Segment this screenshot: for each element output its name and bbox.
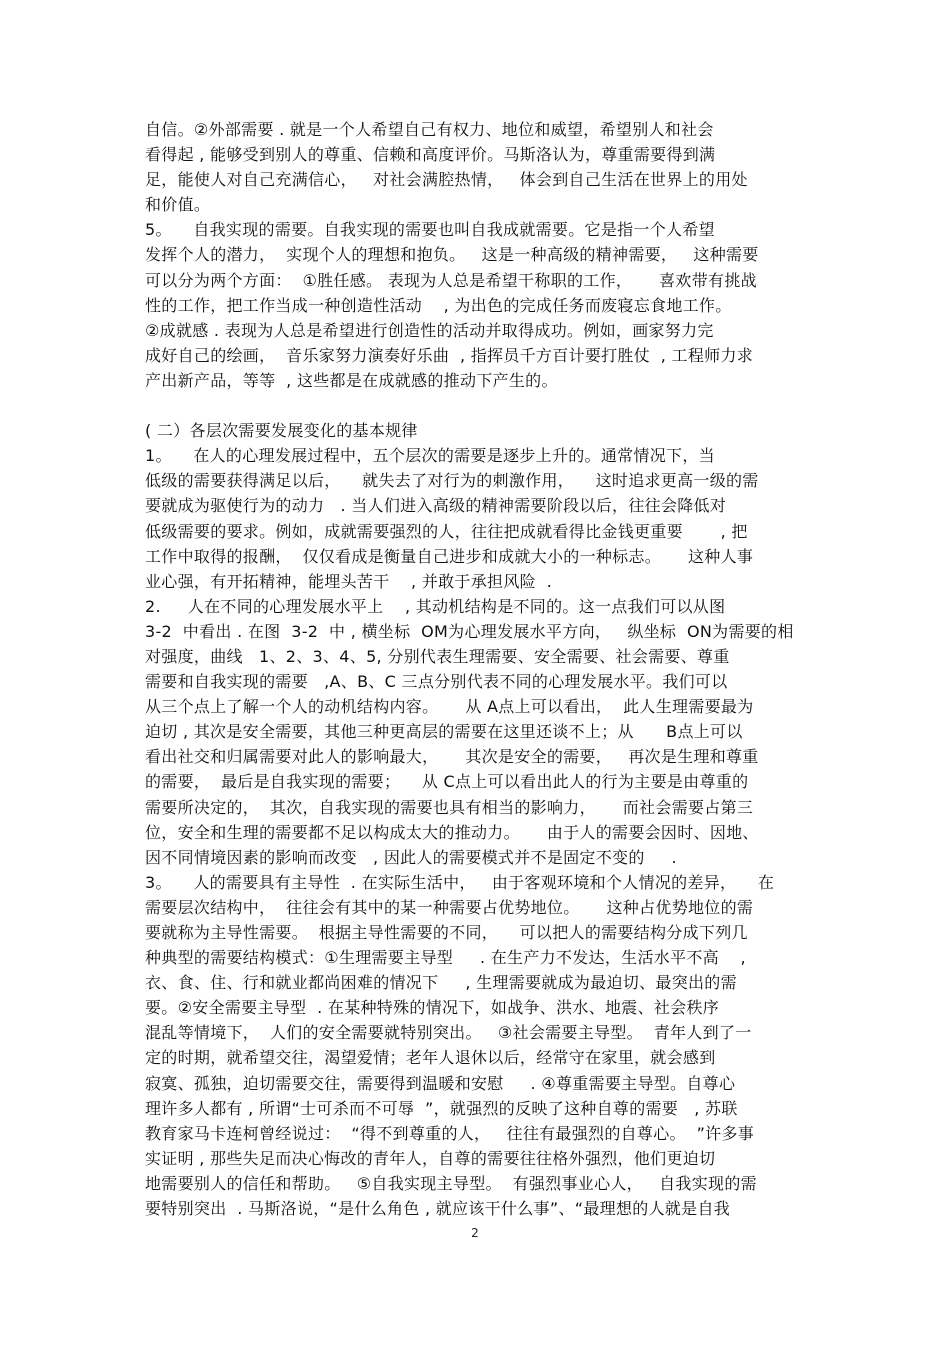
text-line: 5。 自我实现的需要。自我实现的需要也叫自我成就需要。它是指一个人希望 <box>145 220 715 240</box>
text-line: 低级的需要获得满足以后， 就失去了对行为的刺激作用， 这时追求更高一级的需 <box>145 471 759 491</box>
text-line: 需要和自我实现的需要 ,A、B、C 三点分别代表不同的心理发展水平。我们可以 <box>145 672 728 692</box>
text-line: 业心强，有开拓精神，能埋头苦干 , 并敢于承担风险 . <box>145 571 553 591</box>
text-line: 的需要， 最后是自我实现的需要； 从 C点上可以看出此人的行为主要是由尊重的 <box>145 772 749 792</box>
blank-line <box>145 393 815 418</box>
text-line: 2. 人在不同的心理发展水平上 , 其动机结构是不同的。这一点我们可以从图 <box>145 596 726 616</box>
text-line: 可以分为两个方面： ①胜任感。 表现为人总是希望干称职的工作， 喜欢带有挑战 <box>145 270 757 290</box>
text-line: 发挥个人的潜力， 实现个人的理想和抱负。 这是一种高级的精神需要， 这种需要 <box>145 245 759 265</box>
text-line: ②成就感 . 表现为人总是希望进行创造性的活动并取得成功。例如，画家努力完 <box>145 320 714 340</box>
text-line: 低级需要的要求。例如，成就需要强烈的人，往往把成就看得比金钱更重要 , 把 <box>145 521 748 541</box>
text-line: 位，安全和生理的需要都不足以构成太大的推动力。 由于人的需要会因时、因地、 <box>145 822 759 842</box>
text-line: 因不同情境因素的影响而改变 , 因此人的需要模式并不是固定不变的 . <box>145 847 677 867</box>
text-line: 性的工作，把工作当成一种创造性活动 , 为出色的完成任务而废寝忘食地工作。 <box>145 295 732 315</box>
text-line: 实证明 , 那些失足而决心悔改的青年人，自尊的需要往往格外强烈，他们更迫切 <box>145 1148 716 1168</box>
body-text <box>145 117 815 1221</box>
text-line: 看得起 , 能够受到别人的尊重、信赖和高度评价。马斯洛认为，尊重需要得到满 <box>145 145 716 165</box>
text-line: 自信。②外部需要 . 就是一个人希望自己有权力、地位和威望，希望别人和社会 <box>145 120 714 139</box>
text-line: 种典型的需要结构模式：①生理需要主导型 . 在生产力不发达，生活水平不高 , <box>145 948 746 968</box>
text-line: 衣、食、住、行和就业都尚困难的情况下 , 生理需要就成为最迫切、最突出的需 <box>145 973 737 993</box>
text-line: 需要所决定的， 其次，自我实现的需要也具有相当的影响力， 而社会需要占第三 <box>145 797 754 817</box>
text-line: 要就称为主导性需要。 根据主导性需要的不同， 可以把人的需要结构分成下列几 <box>145 923 748 942</box>
text-line: 3-2 中看出 . 在图 3-2 中 , 横坐标 OM为心理发展水平方向， 纵坐标 ON为需要的相 <box>145 621 794 641</box>
text-line: 教育家马卡连柯曾经说过： “得不到尊重的人， 往往有最强烈的自尊心。 ”许多事 <box>145 1123 755 1143</box>
text-line: 需要层次结构中， 往往会有其中的某一种需要占优势地位。 这种占优势地位的需 <box>145 897 754 917</box>
text-line: 工作中取得的报酬， 仅仅看成是衡量自己进步和成就大小的一种标志。 这种人事 <box>145 546 754 566</box>
text-line: 从三个点上了解一个人的动机结构内容。 从 A点上可以看出， 此人生理需要最为 <box>145 697 754 717</box>
text-line: 要就成为驱使行为的动力 . 当人们进入高级的精神需要阶段以后，往往会降低对 <box>145 496 727 516</box>
text-line: 要。②安全需要主导型 . 在某种特殊的情况下，如战争、洪水、地震、社会秩序 <box>145 998 720 1018</box>
text-line: 和价值。 <box>145 195 211 215</box>
text-line: 3。 人的需要具有主导性 . 在实际生活中， 由于客观环境和个人情况的差异， 在 <box>145 872 775 892</box>
text-line: 地需要别人的信任和帮助。 ⑤自我实现主导型。 有强烈事业心人， 自我实现的需 <box>145 1173 757 1193</box>
text-line: 混乱等情境下， 人们的安全需要就特别突出。 ③社会需要主导型。 青年人到了一 <box>145 1023 752 1043</box>
text-line: 1。 在人的心理发展过程中，五个层次的需要是逐步上升的。通常情况下，当 <box>145 446 715 466</box>
text-line: 产出新产品，等等 , 这些都是在成就感的推动下产生的。 <box>145 370 558 390</box>
text-line: 要特别突出 . 马斯洛说，“是什么角色 , 就应该干什么事”、“最理想的人就是自我 <box>145 1199 731 1219</box>
text-line: 成好自己的绘画， 音乐家努力演奏好乐曲 , 指挥员千方百计要打胜仗 , 工程师力求 <box>145 345 754 365</box>
text-line: 迫切 , 其次是安全需要，其他三种更高层的需要在这里还谈不上；从 B点上可以 <box>145 722 743 742</box>
text-line: 足，能使人对自己充满信心， 对社会满腔热情， 体会到自己生活在世界上的用处 <box>145 170 748 190</box>
text-line: 看出社交和归属需要对此人的影响最大， 其次是安全的需要， 再次是生理和尊重 <box>145 747 759 767</box>
text-line: 寂寞、孤独，迫切需要交往，需要得到温暖和安慰 . ④尊重需要主导型。自尊心 <box>145 1073 736 1093</box>
text-line: ( 二）各层次需要发展变化的基本规律 <box>145 421 418 441</box>
page-number: 2 <box>471 1226 479 1240</box>
text-line: 理许多人都有 , 所谓“士可杀而不可辱 ”，就强烈的反映了这种自尊的需要 , 苏联 <box>145 1098 738 1118</box>
text-line: 对强度，曲线 1、2、3、4、5, 分别代表生理需要、安全需要、社会需要、尊重 <box>145 646 730 666</box>
text-line: 定的时期，就希望交往，渴望爱情；老年人退休以后，经常守在家里，就会感到 <box>145 1048 716 1068</box>
